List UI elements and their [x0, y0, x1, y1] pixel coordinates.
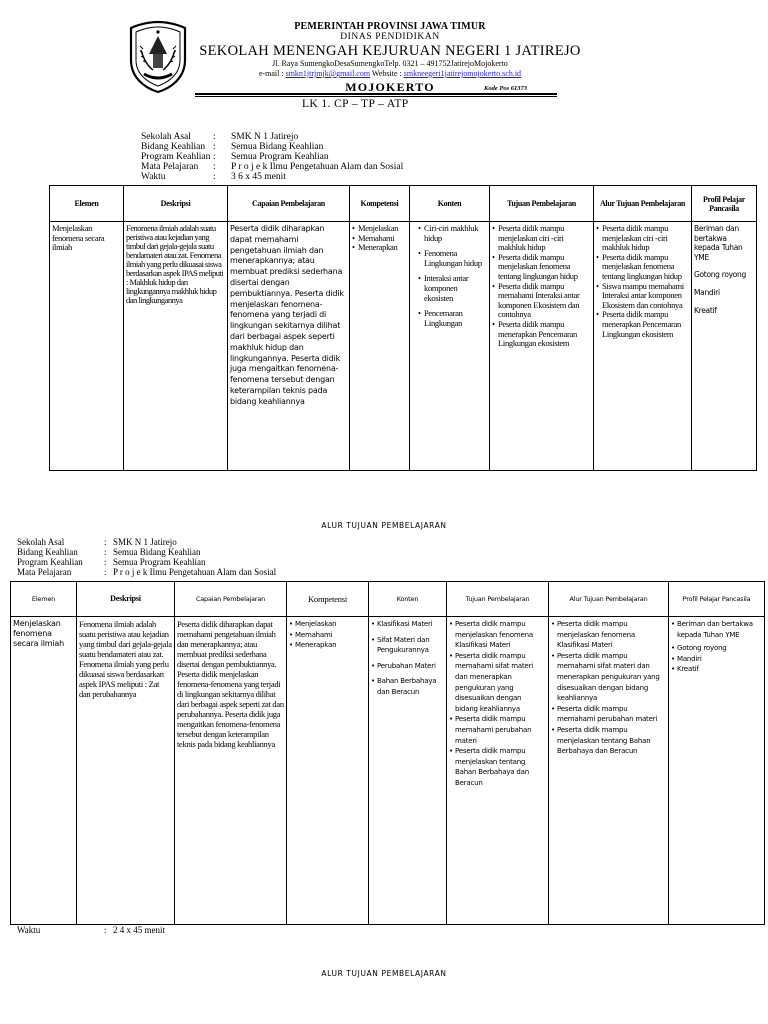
header-alur: Alur Tujuan Pembelajaran — [594, 186, 692, 222]
list-item: • Peserta didik mampu menerapkan Pencemaran Lingkungan ekosistem — [596, 310, 689, 339]
list-item: • Gotong royong — [671, 643, 762, 654]
header-elemen: Elemen — [50, 186, 124, 222]
list-item: • Mandiri — [671, 654, 762, 665]
header-elemen: Elemen — [11, 582, 77, 617]
header-profil: Profil Pelajar Pancasila — [669, 582, 765, 617]
cell-konten — [369, 617, 447, 925]
info-row — [17, 547, 437, 557]
school-name: SEKOLAH MENENGAH KEJURUAN NEGERI 1 JATIREJO — [199, 43, 581, 59]
info-key: Bidang Keahlian — [141, 142, 206, 152]
info-key: Bidang Keahlian — [17, 547, 78, 557]
list-item: • Interaksi antar komponen ekosisten — [418, 274, 487, 303]
table-header-row — [50, 186, 757, 222]
cell-kompetensi — [350, 222, 410, 471]
header-deskripsi: Deskripsi — [124, 186, 228, 222]
school-address: Jl. Raya SumengkoDesaSumengkoTelp. 0321 – 491752JatirejoMojokerto — [272, 59, 508, 68]
info-colon: : — [213, 172, 216, 182]
profil-item: Gotong royong — [694, 270, 746, 280]
list-item: • Kreatif — [671, 664, 762, 675]
table-row — [11, 617, 765, 925]
info-value: Semua Bidang Keahlian — [113, 547, 201, 557]
list-item: • Menerapkan — [352, 243, 407, 253]
list-item: • Menjelaskan — [289, 619, 366, 630]
info-value: 2 4 x 45 menit — [113, 925, 165, 935]
info-row — [141, 152, 541, 162]
contact-line — [190, 69, 590, 78]
header-deskripsi: Deskripsi — [77, 582, 175, 617]
info-colon: : — [104, 537, 107, 547]
info-value: P r o j e k Ilmu Pengetahuan Alam dan Sosial — [231, 162, 404, 172]
info-value: 3 6 x 45 menit — [231, 172, 286, 182]
list-item: • Menerapkan — [289, 640, 366, 651]
list-item: • Peserta didik mampu memahami Interaksi antar komponen Ekosistem dan contohnya — [492, 282, 591, 320]
info-key: Mata Pelajaran — [141, 162, 199, 172]
profil-item: Mandiri — [694, 287, 720, 297]
header-konten: Konten — [369, 582, 447, 617]
website-label: Website : — [370, 69, 404, 78]
letterhead-rule-thin — [195, 96, 557, 97]
cell-alur — [549, 617, 669, 925]
list-item: • Siswa mampu memahami Interaksi antar komponen Ekosistem dan contohnya — [596, 282, 689, 311]
info-colon: : — [213, 132, 216, 142]
info-row — [141, 172, 541, 182]
list-item: • Peserta didik mampu menjelaskan fenomena Klasifikasi Materi — [551, 619, 666, 651]
table-row — [50, 222, 757, 471]
cell-profil — [692, 222, 757, 471]
info-row — [141, 132, 541, 142]
info-key: Sekolah Asal — [141, 132, 191, 142]
header-kompetensi: Kompetensi — [350, 186, 410, 222]
cp-tp-atp-table-1 — [49, 185, 757, 471]
website-link[interactable]: smkneegeri1jatirejomojokerto.sch.id — [403, 69, 522, 78]
waktu-row — [17, 925, 165, 935]
section-title-bottom: ALUR TUJUAN PEMBELAJARAN — [321, 969, 447, 978]
info-value: SMK N 1 Jatirejo — [113, 537, 177, 547]
cell-kompetensi — [287, 617, 369, 925]
list-item: • Peserta didik mampu menjelaskan fenomena tentang lingkungan hidup — [596, 253, 689, 282]
list-item: • Klasifikasi Materi — [371, 619, 444, 630]
info-row — [141, 142, 541, 152]
email-label: e-mail : — [258, 69, 286, 78]
info-value: Semua Program Keahlian — [231, 152, 329, 162]
info-key: Mata Pelajaran — [17, 567, 72, 577]
info-value: Semua Program Keahlian — [113, 557, 206, 567]
list-item: • Memahami — [352, 234, 407, 244]
agency-heading: DINAS PENDIDIKAN — [340, 32, 440, 42]
info-row — [141, 162, 541, 172]
info-row — [17, 557, 437, 567]
city-name: MOJOKERTO — [345, 80, 435, 94]
info-colon: : — [104, 547, 107, 557]
info-colon: : — [104, 557, 107, 567]
cell-alur — [594, 222, 692, 471]
list-item: • Peserta didik mampu menjelaskan tentang Bahan Berbahaya dan Beracun — [551, 725, 666, 757]
gov-heading: PEMERINTAH PROVINSI JAWA TIMUR — [294, 21, 486, 32]
header-tujuan: Tujuan Pembelajaran — [490, 186, 594, 222]
email-link[interactable]: smkn1jtrjmjk@gmail.com — [285, 69, 371, 78]
info-key: Program Keahlian — [141, 152, 211, 162]
cell-konten — [410, 222, 490, 471]
section-title: ALUR TUJUAN PEMBELAJARAN — [321, 521, 447, 530]
list-item: • Peserta didik mampu menerapkan Pencemaran Lingkungan ekosistem — [492, 320, 591, 349]
cell-tujuan — [447, 617, 549, 925]
list-item: • Peserta didik mampu menjelaskan ciri -ciri makhluk hidup — [492, 224, 591, 253]
header-capaian: Capaian Pembelajaran — [228, 186, 350, 222]
list-item: • Peserta didik mampu menjelaskan fenomena Klasifikasi Materi — [449, 619, 546, 651]
info-value: Semua Bidang Keahlian — [231, 142, 324, 152]
list-item: • Peserta didik mampu memahami sifat materi dan menerapkan pengukuran yang disesuaikan dengan bidang keahliannya — [551, 651, 666, 704]
table-header-row — [11, 582, 765, 617]
header-kompetensi: Kompetensi — [287, 582, 369, 617]
info-value: SMK N 1 Jatirejo — [231, 132, 299, 142]
info-key: Sekolah Asal — [17, 537, 65, 547]
cell-capaian: Peserta didik diharapkan dapat memahami pengetahuan ilmiah dan menerapkannya; atau membuat prediksi sederhana disertai dengan pembuktiannya. Peserta didik menjelaskan fenomena-fenomena yang terjadi di lingkungan sekitarnya dilihat dari berbagai aspek seperti zat dan perubahannya. Peserta didik juga mengaitkan fenomena-fenomena tersebut dengan keterampilan teknis pada bidang keahliannya — [175, 617, 287, 925]
list-item: • Bahan Berbahaya dan Beracun — [371, 676, 444, 697]
list-item: • Menjelaskan — [352, 224, 407, 234]
info-row — [17, 537, 437, 547]
info-colon: : — [213, 152, 216, 162]
list-item: • Pencemaran Lingkungan — [418, 309, 487, 328]
header-profil: Profil Pelajar Pancasila — [692, 186, 757, 222]
cell-deskripsi: Fenomena ilmiah adalah suatu peristiwa atau kejadian yang timbul dari gejala-gejala suatu bendamateri atau zat. Fenomena ilmiah yang perlu dikuasai siswa berdasarkan aspek IPAS meliputi : Makhluk hidup dan lingkungannya makhluk hidup dan lingkungannya — [124, 222, 228, 471]
info-block-1 — [141, 132, 541, 182]
list-item: • Peserta didik mampu menjelaskan fenomena tentang lingkungan hidup — [492, 253, 591, 282]
profil-item: Beriman dan bertakwa kepada Tuhan YME — [694, 224, 743, 262]
document-title: LK 1. CP – TP – ATP — [302, 98, 409, 110]
list-item: • Beriman dan bertakwa kepada Tuhan YME — [671, 619, 762, 640]
list-item: • Peserta didik mampu memahami sifat materi dan menerapkan pengukuran yang disesuaikan dengan bidang keahliannya — [449, 651, 546, 715]
info-colon: : — [213, 142, 216, 152]
east-java-emblem-icon — [127, 20, 189, 94]
info-colon: : — [213, 162, 216, 172]
info-row — [17, 567, 437, 577]
list-item: • Peserta didik mampu menjelaskan tentang Bahan Berbahaya dan Beracun — [449, 746, 546, 788]
cell-elemen: Menjelaskan fenomena secara ilmiah — [50, 222, 124, 471]
info-value: P r o j e k Ilmu Pengetahuan Alam dan Sosial — [113, 567, 277, 577]
cp-tp-atp-table-2 — [10, 581, 765, 925]
cell-elemen: Menjelaskan fenomena secara ilmiah — [11, 617, 77, 925]
list-item: • Peserta didik mampu memahami perubahan materi — [551, 704, 666, 725]
list-item: • Peserta didik mampu memahami perubahan materi — [449, 714, 546, 746]
info-block-2 — [17, 537, 437, 577]
info-colon: : — [104, 925, 107, 935]
list-item: • Sifat Materi dan Pengukurannya — [371, 635, 444, 656]
cell-capaian: Peserta didik diharapkan dapat memahami pengetahuan ilmiah dan menerapkannya; atau membuat prediksi sederhana disertai dengan pembuktiannya. Peserta didik menjelaskan fenomena-fenomena yang terjadi di lingkungan sekitarnya dilihat dari berbagai aspek seperti makhluk hidup dan lingkungannya. Peserta didik juga mengaitkan fenomena-fenomena tersebut dengan keterampilan teknis pada bidang keahliannya — [228, 222, 350, 471]
cell-tujuan — [490, 222, 594, 471]
info-key: Waktu — [17, 925, 41, 935]
header-konten: Konten — [410, 186, 490, 222]
list-item: • Peserta didik mampu menjelaskan ciri -ciri makhluk hidup — [596, 224, 689, 253]
letterhead-rule-thick — [195, 93, 557, 95]
list-item: • Memahami — [289, 630, 366, 641]
info-key: Waktu — [141, 172, 166, 182]
header-capaian: Capaian Pembelajaran — [175, 582, 287, 617]
cell-profil — [669, 617, 765, 925]
info-key: Program Keahlian — [17, 557, 83, 567]
list-item: • Perubahan Materi — [371, 661, 444, 672]
cell-deskripsi: Fenomena ilmiah adalah suatu peristiwa atau kejadian yang timbul dari gejala-gejala suatu bendamateri atau zat. Fenomena ilmiah yang perlu dikuasai siswa berdasarkan aspek IPAS meliputi : Zat dan perubahannya — [77, 617, 175, 925]
postal-code: Kode Pos 61373 — [484, 85, 527, 92]
info-colon: : — [104, 567, 107, 577]
list-item: • Ciri-ciri makhluk hidup — [418, 224, 487, 243]
header-tujuan: Tujuan Pembelajaran — [447, 582, 549, 617]
list-item: • Fenomena Lingkungan hidup — [418, 249, 487, 268]
header-alur: Alur Tujuan Pembelajaran — [549, 582, 669, 617]
profil-item: Kreatif — [694, 305, 717, 315]
